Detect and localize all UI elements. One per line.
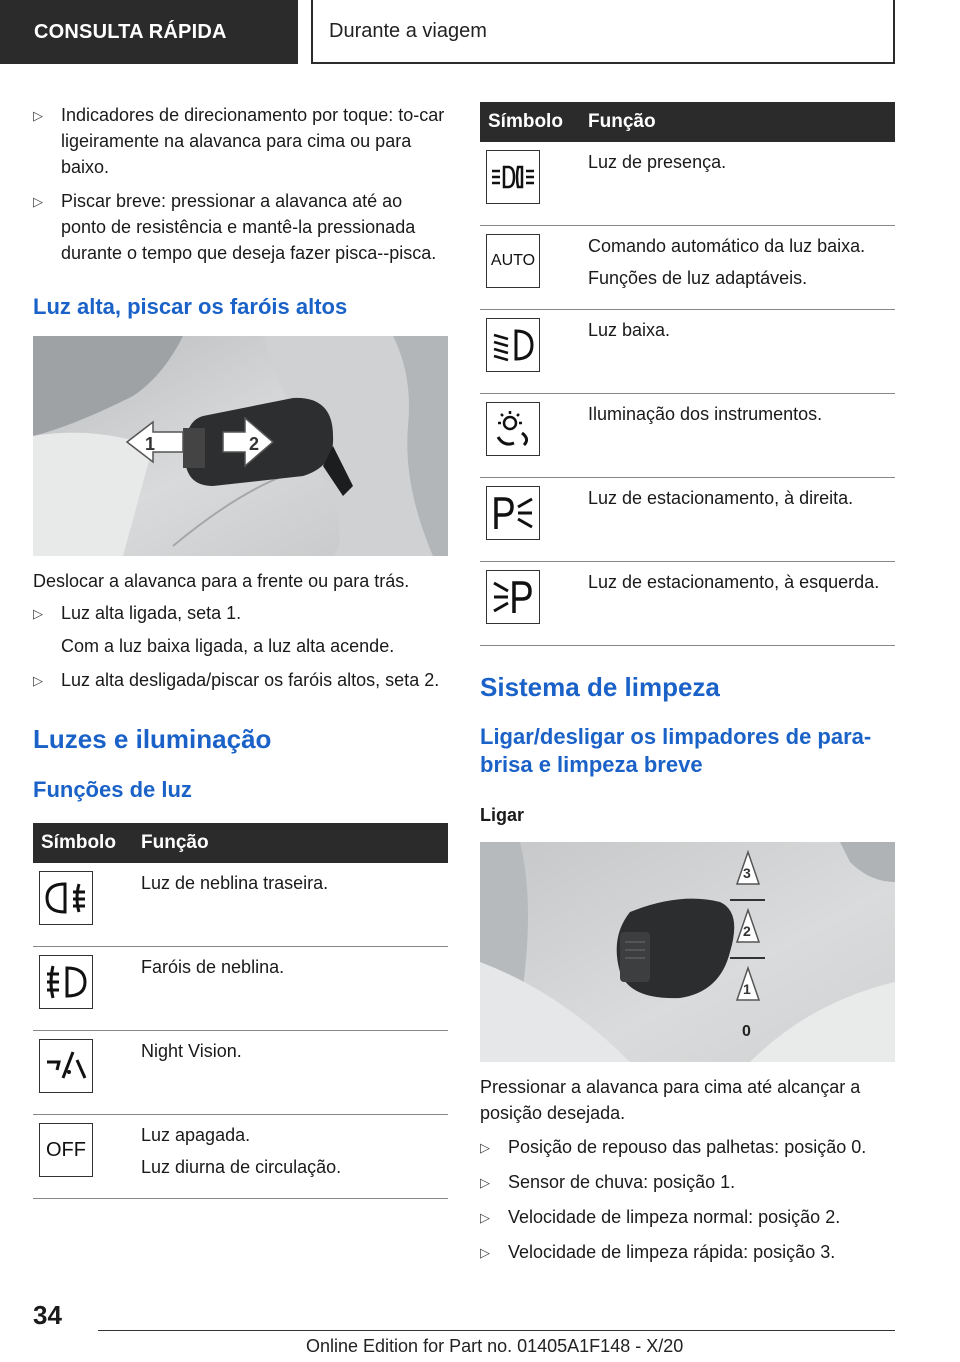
list-item-text: Velocidade de limpeza rápida: posição 3. <box>508 1242 836 1262</box>
function-text: Luz de estacionamento, à esquerda. <box>588 572 880 592</box>
function-text: Luz apagada. <box>141 1125 251 1145</box>
on-heading: Ligar <box>480 805 525 825</box>
wiper-heading: Ligar/desligar os limpadores de para-brisa e limpeza breve <box>480 724 872 777</box>
table-row <box>33 947 448 1031</box>
off-icon <box>39 1123 93 1177</box>
front-fog-light-icon <box>39 955 93 1009</box>
function-text: Comando automático da luz baixa. <box>588 236 866 256</box>
wiper-figure <box>480 842 895 1062</box>
high-beam-intro: Deslocar a alavanca para a frente ou para trás. <box>33 571 410 591</box>
list-item <box>480 1239 895 1266</box>
function-text: Funções de luz adaptáveis. <box>588 268 808 288</box>
column-header-function: Função <box>588 102 895 142</box>
bullet-triangle-icon: ▷ <box>33 194 43 209</box>
low-beam-icon <box>486 318 540 372</box>
bullet-triangle-icon: ▷ <box>480 1140 490 1155</box>
column-header-symbol: Símbolo <box>33 823 141 863</box>
list-item <box>33 667 448 694</box>
turn-signal-lever-photo <box>33 336 448 556</box>
high-beam-figure <box>33 336 448 556</box>
lights-heading: Luzes e iluminação <box>33 724 272 754</box>
function-text: Faróis de neblina. <box>141 957 285 977</box>
position-1-label: 1 <box>743 981 751 997</box>
auto-icon <box>486 234 540 288</box>
light-functions-heading: Funções de luz <box>33 777 192 802</box>
wiper-intro: Pressionar a alavanca para cima até alcançar a posição desejada. <box>480 1077 861 1123</box>
bullet-triangle-icon: ▷ <box>33 673 43 688</box>
table-row <box>33 1031 448 1115</box>
list-item <box>33 102 448 180</box>
list-item-text: Indicadores de direcionamento por toque: to-car ligeiramente na alavanca para cima ou para baixo. <box>61 105 445 177</box>
list-item-note: Com a luz baixa ligada, a luz alta acende. <box>61 636 395 656</box>
table-header-row <box>480 102 895 142</box>
cleaning-heading: Sistema de limpeza <box>480 672 720 702</box>
function-text: Luz baixa. <box>588 320 671 340</box>
function-text: Iluminação dos instrumentos. <box>588 404 823 424</box>
list-item-text: Sensor de chuva: posição 1. <box>508 1172 736 1192</box>
table-row <box>480 310 895 394</box>
off-icon-text: OFF <box>46 1138 86 1161</box>
bullet-triangle-icon: ▷ <box>33 108 43 123</box>
list-item <box>480 1169 895 1196</box>
function-text: Night Vision. <box>141 1041 242 1061</box>
column-header-symbol: Símbolo <box>480 102 588 142</box>
section-tab <box>0 0 298 64</box>
left-column <box>33 102 448 1199</box>
night-vision-icon <box>39 1039 93 1093</box>
parking-right-icon <box>486 486 540 540</box>
list-item-text: Velocidade de limpeza normal: posição 2. <box>508 1207 841 1227</box>
footer-divider <box>98 1330 895 1331</box>
list-item <box>480 1134 895 1161</box>
rear-fog-light-icon <box>39 871 93 925</box>
function-text: Luz de presença. <box>588 152 727 172</box>
function-text: Luz de estacionamento, à direita. <box>588 488 854 508</box>
high-beam-heading: Luz alta, piscar os faróis altos <box>33 294 348 319</box>
column-header-function: Função <box>141 823 448 863</box>
table-row <box>480 478 895 562</box>
bullet-triangle-icon: ▷ <box>480 1175 490 1190</box>
list-item <box>33 600 448 627</box>
wiper-lever-photo <box>480 842 895 1062</box>
table-row <box>480 142 895 226</box>
footer-edition: Online Edition for Part no. 01405A1F148 - X/20 <box>306 1336 684 1356</box>
page-number: 34 <box>33 1300 62 1330</box>
position-0-label: 0 <box>742 1023 751 1040</box>
light-functions-table <box>33 823 448 1199</box>
section-title: CONSULTA RÁPIDA <box>34 20 227 43</box>
table-header-row <box>33 823 448 863</box>
table-row <box>480 226 895 310</box>
list-item-text: Posição de repouso das palhetas: posição 0. <box>508 1137 867 1157</box>
bullet-triangle-icon: ▷ <box>480 1210 490 1225</box>
list-item-text: Piscar breve: pressionar a alavanca até ao ponto de resistência e mantê-la pressionada durante o tempo que deseja fazer pisca--pisca. <box>61 191 437 263</box>
table-row <box>33 1115 448 1199</box>
instrument-lighting-icon <box>486 402 540 456</box>
arrow-2-label: 2 <box>249 434 260 454</box>
table-row <box>480 394 895 478</box>
right-column <box>480 102 895 1274</box>
table-row <box>480 562 895 646</box>
function-text: Luz diurna de circulação. <box>141 1157 342 1177</box>
bullet-triangle-icon: ▷ <box>480 1245 490 1260</box>
position-2-label: 2 <box>743 923 751 939</box>
list-item-text: Luz alta desligada/piscar os faróis altos, seta 2. <box>61 670 440 690</box>
list-item <box>33 188 448 266</box>
table-row <box>33 863 448 947</box>
arrow-1-label: 1 <box>145 434 156 454</box>
parking-left-icon <box>486 570 540 624</box>
auto-icon-text: AUTO <box>490 252 536 269</box>
function-text: Luz de neblina traseira. <box>141 873 329 893</box>
chapter-tab <box>311 0 895 64</box>
list-item-text: Luz alta ligada, seta 1. <box>61 603 242 623</box>
chapter-title: Durante a viagem <box>329 19 487 42</box>
position-3-label: 3 <box>743 865 751 881</box>
parking-lights-icon <box>486 150 540 204</box>
light-functions-table-continued <box>480 102 895 646</box>
bullet-triangle-icon: ▷ <box>33 606 43 621</box>
list-item <box>480 1204 895 1231</box>
